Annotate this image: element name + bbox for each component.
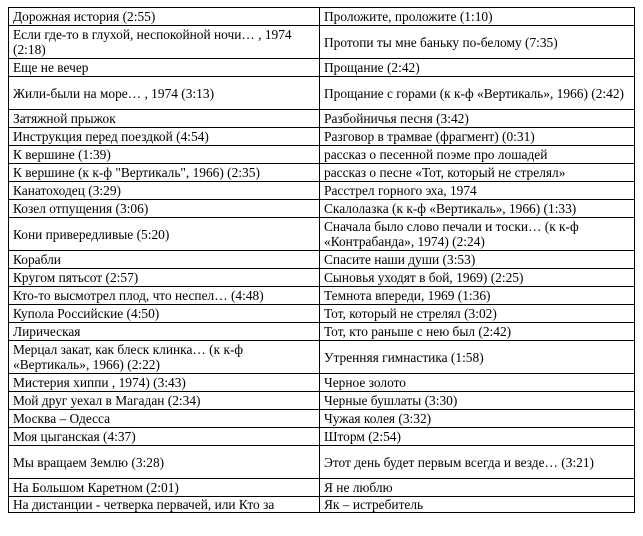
left-cell: Корабли xyxy=(9,251,320,269)
table-row xyxy=(9,323,635,341)
table-row xyxy=(9,200,635,218)
table-row xyxy=(9,497,635,513)
table-row xyxy=(9,269,635,287)
table-row xyxy=(9,287,635,305)
table-row xyxy=(9,77,635,110)
table-row xyxy=(9,374,635,392)
table-row xyxy=(9,8,635,26)
table-row xyxy=(9,341,635,374)
table-row xyxy=(9,392,635,410)
left-cell: Купола Российские (4:50) xyxy=(9,305,320,323)
left-cell: На дистанции - четверка первачей, или Кто за xyxy=(9,497,320,513)
table-row xyxy=(9,479,635,497)
left-cell: Дорожная история (2:55) xyxy=(9,8,320,26)
table-row xyxy=(9,446,635,479)
left-cell: Затяжной прыжок xyxy=(9,110,320,128)
table-row xyxy=(9,182,635,200)
left-cell: К вершине (к к-ф "Вертикаль", 1966) (2:35) xyxy=(9,164,320,182)
table-row xyxy=(9,146,635,164)
left-cell: Москва – Одесса xyxy=(9,410,320,428)
table-row xyxy=(9,305,635,323)
left-cell: Мы вращаем Землю (3:28) xyxy=(9,446,320,479)
right-cell: Сначала было слово печали и тоски… (к к-ф «Контрабанда», 1974) (2:24) xyxy=(320,218,635,251)
right-cell: Проложите, проложите (1:10) xyxy=(320,8,635,26)
left-cell: К вершине (1:39) xyxy=(9,146,320,164)
left-cell: Лирическая xyxy=(9,323,320,341)
song-list-container xyxy=(8,7,635,513)
table-row xyxy=(9,128,635,146)
right-cell: Шторм (2:54) xyxy=(320,428,635,446)
right-cell: Разбойничья песня (3:42) xyxy=(320,110,635,128)
table-row xyxy=(9,110,635,128)
right-cell: Тот, который не стрелял (3:02) xyxy=(320,305,635,323)
right-cell: рассказ о песне «Тот, который не стрелял» xyxy=(320,164,635,182)
left-cell: Моя цыганская (4:37) xyxy=(9,428,320,446)
right-cell: Прощание с горами (к к-ф «Вертикаль», 1966) (2:42) xyxy=(320,77,635,110)
table-row xyxy=(9,410,635,428)
table-row xyxy=(9,218,635,251)
left-cell: Кони привередливые (5:20) xyxy=(9,218,320,251)
right-cell: Протопи ты мне баньку по-белому (7:35) xyxy=(320,26,635,59)
left-cell: Жили-были на море… , 1974 (3:13) xyxy=(9,77,320,110)
left-cell: Кругом пятьсот (2:57) xyxy=(9,269,320,287)
left-cell: Мерцал закат, как блеск клинка… (к к-ф «Вертикаль», 1966) (2:22) xyxy=(9,341,320,374)
table-row xyxy=(9,164,635,182)
left-cell: На Большом Каретном (2:01) xyxy=(9,479,320,497)
right-cell: рассказ о песенной поэме про лошадей xyxy=(320,146,635,164)
song-table xyxy=(8,7,635,513)
right-cell: Як – истребитель xyxy=(320,497,635,513)
table-row xyxy=(9,251,635,269)
left-cell: Инструкция перед поездкой (4:54) xyxy=(9,128,320,146)
table-row xyxy=(9,26,635,59)
table-row xyxy=(9,59,635,77)
right-cell: Черное золото xyxy=(320,374,635,392)
right-cell: Расстрел горного эха, 1974 xyxy=(320,182,635,200)
left-cell: Козел отпущения (3:06) xyxy=(9,200,320,218)
right-cell: Скалолазка (к к-ф «Вертикаль», 1966) (1:33) xyxy=(320,200,635,218)
left-cell: Канатоходец (3:29) xyxy=(9,182,320,200)
right-cell: Прощание (2:42) xyxy=(320,59,635,77)
right-cell: Чужая колея (3:32) xyxy=(320,410,635,428)
right-cell: Сыновья уходят в бой, 1969) (2:25) xyxy=(320,269,635,287)
right-cell: Утренняя гимнастика (1:58) xyxy=(320,341,635,374)
right-cell: Темнота впереди, 1969 (1:36) xyxy=(320,287,635,305)
left-cell: Если где-то в глухой, неспокойной ночи… , 1974 (2:18) xyxy=(9,26,320,59)
right-cell: Я не люблю xyxy=(320,479,635,497)
right-cell: Черные бушлаты (3:30) xyxy=(320,392,635,410)
right-cell: Разговор в трамвае (фрагмент) (0:31) xyxy=(320,128,635,146)
right-cell: Тот, кто раньше с нею был (2:42) xyxy=(320,323,635,341)
left-cell: Мистерия хиппи , 1974) (3:43) xyxy=(9,374,320,392)
left-cell: Мой друг уехал в Магадан (2:34) xyxy=(9,392,320,410)
left-cell: Кто-то высмотрел плод, что неспел… (4:48) xyxy=(9,287,320,305)
right-cell: Этот день будет первым всегда и везде… (3:21) xyxy=(320,446,635,479)
left-cell: Еще не вечер xyxy=(9,59,320,77)
table-row xyxy=(9,428,635,446)
right-cell: Спасите наши души (3:53) xyxy=(320,251,635,269)
